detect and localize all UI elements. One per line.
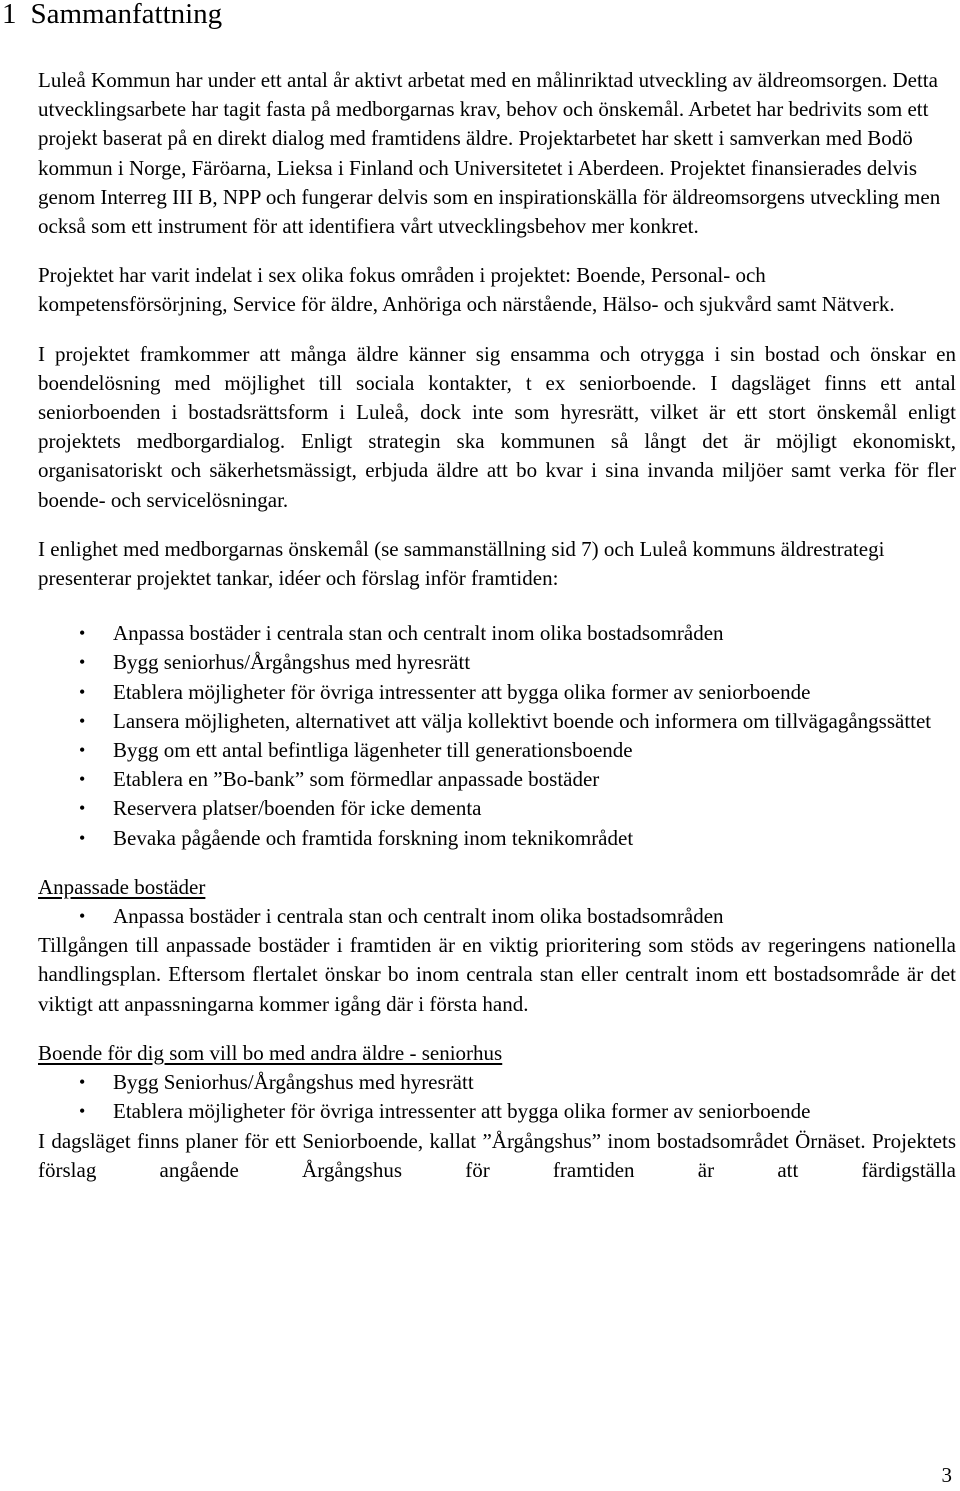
bullet-icon: • — [79, 1072, 86, 1093]
subsection-text: I dagsläget finns planer för ett Seniorboende, kallat ”Årgångshus” inom bostadsområdet Örnäset. Projektets förslag angående Årgångshus för framtiden är att färdigställa — [38, 1128, 956, 1182]
list-item: • Etablera möjligheter för övriga intressenter att bygga olika former av seniorboende — [38, 678, 956, 707]
bullet-icon: • — [79, 623, 86, 644]
subsection-bullets — [38, 902, 956, 931]
bullet-icon: • — [79, 769, 86, 790]
paragraph-findings: I projektet framkommer att många äldre känner sig ensamma och otrygga i sin bostad och önskar en boendelösning med möjlighet till sociala kontakter, t ex seniorboende. I dagsläget finns ett antal seniorboenden i bostadsrättsform i Luleå, dock inte som hyresrätt, vilket är ett stort önskemål enligt projektets medborgardialog. Enligt strategin ska kommunen så långt det är möjligt ekonomiskt, organisatoriskt och säkerhetsmässigt, erbjuda äldre att bo kvar i sina invanda miljöer samt verka för fler boende- och servicelösningar. — [38, 341, 956, 512]
section-number: 1 — [2, 0, 17, 30]
subsection-seniorhus — [38, 1039, 956, 1185]
list-item: • Bygg Seniorhus/Årgångshus med hyresrätt — [38, 1068, 956, 1097]
bullet-icon: • — [79, 1101, 86, 1122]
bullet-icon: • — [79, 652, 86, 673]
document-body — [38, 66, 956, 1185]
list-item: • Bygg seniorhus/Årgångshus med hyresrätt — [38, 648, 956, 677]
bullet-icon: • — [79, 681, 86, 702]
paragraph-focus-areas: Projektet har varit indelat i sex olika fokus områden i projektet: Boende, Personal- och kompetensförsörjning, Service för äldre, Anhöriga och närstående, Hälso- och sjukvård samt Nätverk. — [38, 263, 895, 317]
subsection-anpassade-bostader — [38, 873, 956, 1019]
section-heading — [2, 0, 222, 36]
page-number: 3 — [941, 1463, 952, 1487]
list-item: • Etablera en ”Bo-bank” som förmedlar anpassade bostäder — [38, 765, 956, 794]
list-item: • Bevaka pågående och framtida forskning inom teknikområdet — [38, 824, 956, 853]
subsection-title: Anpassade bostäder — [38, 874, 206, 899]
list-item: • Anpassa bostäder i centrala stan och centralt inom olika bostadsområden — [38, 619, 956, 648]
list-item: • Lansera möjligheten, alternativet att välja kollektivt boende och informera om tillvägagångssättet — [38, 707, 956, 736]
section-title: Sammanfattning — [30, 0, 223, 30]
bullet-icon: • — [79, 798, 86, 819]
list-item: • Etablera möjligheter för övriga intressenter att bygga olika former av seniorboende — [38, 1097, 956, 1126]
bullet-icon: • — [79, 740, 86, 761]
list-item: • Reservera platser/boenden för icke dementa — [38, 794, 956, 823]
paragraph-proposals-intro: I enlighet med medborgarnas önskemål (se sammanställning sid 7) och Luleå kommuns äldrestrategi presenterar projektet tankar, idéer och förslag inför framtiden: — [38, 536, 885, 591]
subsection-title: Boende för dig som vill bo med andra äldre - seniorhus — [38, 1040, 503, 1065]
bullet-icon: • — [79, 906, 86, 927]
bullet-icon: • — [79, 710, 86, 731]
proposal-list — [38, 619, 956, 853]
list-item: • Bygg om ett antal befintliga lägenheter till generationsboende — [38, 736, 956, 765]
paragraph-intro: Luleå Kommun har under ett antal år aktivt arbetat med en målinriktad utveckling av äldreomsorgen. Detta utvecklingsarbete har tagit fasta på medborgarnas krav, behov och önskemål. Arbetet har bedrivits som ett projekt baserat på en direkt dialog med framtidens äldre. Projektarbetet har skett i samverkan med Bodö kommun i Norge, Färöarna, Lieksa i Finland och Universitetet i Aberdeen. Projektet finansierades delvis genom Interreg III B, NPP och fungerar delvis som en inspirationskälla för äldreomsorgens utveckling men också som ett instrument för att identifiera vårt utvecklingsbehov mer konkret. — [38, 68, 941, 239]
subsection-bullets — [38, 1068, 956, 1126]
bullet-icon: • — [79, 827, 86, 848]
list-item: • Anpassa bostäder i centrala stan och centralt inom olika bostadsområden — [38, 902, 956, 931]
subsection-text: Tillgången till anpassade bostäder i framtiden är en viktig prioritering som stöds av regeringens nationella handlingsplan. Eftersom flertalet önskar bo inom centrala stan eller centralt inom ett bostadsområde är det viktigt att anpassningarna kommer igång där i första hand. — [38, 933, 956, 1016]
